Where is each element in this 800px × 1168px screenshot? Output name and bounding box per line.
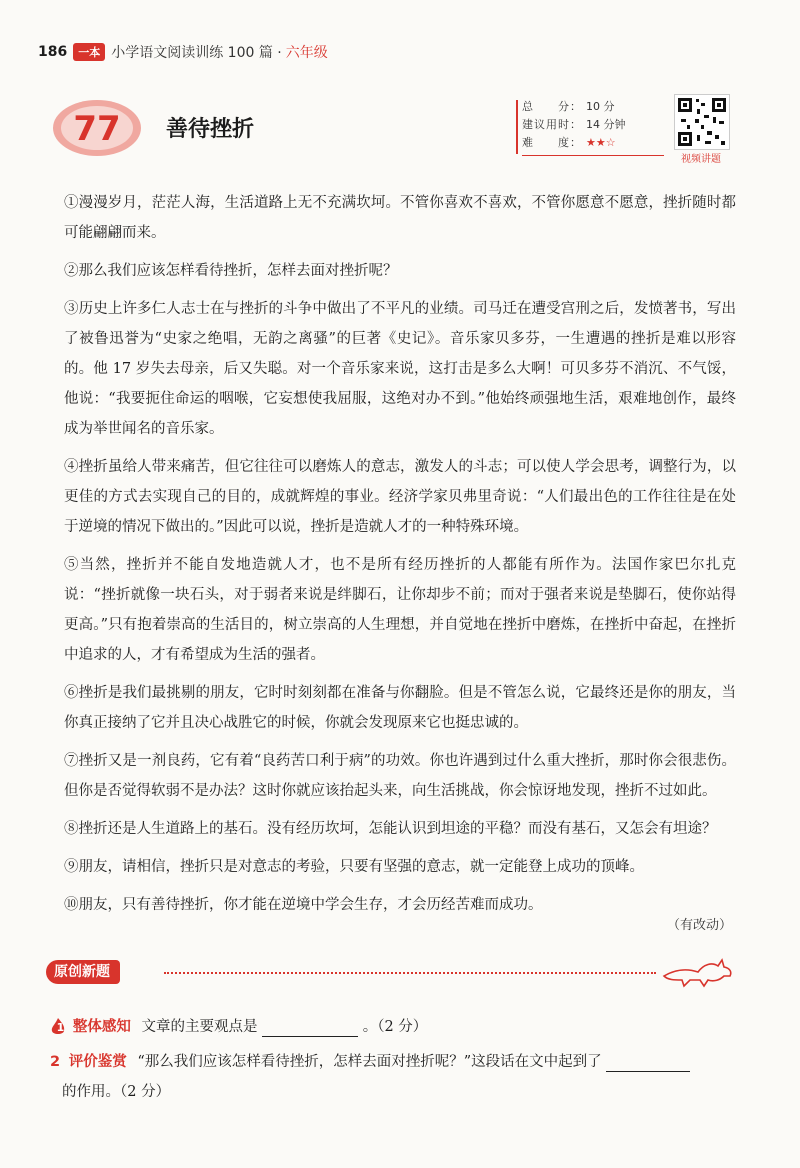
score-label: 总 分： <box>522 100 582 113</box>
paragraph: ⑦挫折又是一剂良药，它有着“良药苦口利于病”的功效。你也许遇到过什么重大挫折，那时你会很悲伤。但你是否觉得软弱不是办法？这时你就应该抬起头来，向生活挑战，你会惊讶地发现，挫折不过如此。 <box>64 753 736 799</box>
meta-difficulty-row <box>522 134 670 152</box>
paragraph: ③历史上许多仁人志士在与挫折的斗争中做出了不平凡的业绩。司马迁在遭受宫刑之后，发愤著书，写出了被鲁迅誉为“史家之绝唱，无韵之离骚”的巨著《史记》。音乐家贝多芬，一生遭遇的挫折是难以形容的。他 17 岁失去母亲，后又失聪。对一个音乐家来说，这打击是多么大啊！可贝多芬不消沉、不气馁，他说：“我要扼住命运的咽喉，它妄想使我屈服，这绝对办不到。”他始终顽强地生活，艰难地创作，最终成为举世闻名的音乐家。 <box>64 301 736 437</box>
dotted-divider <box>164 972 656 974</box>
paragraph: ②那么我们应该怎样看待挫折，怎样去面对挫折呢？ <box>64 263 398 279</box>
question-number: 1 <box>56 1021 65 1034</box>
question-text: “那么我们应该怎样看待挫折，怎样去面对挫折呢？”这段话在文中起到了 <box>137 1054 602 1070</box>
time-label: 建议用时： <box>522 118 582 131</box>
video-label[interactable]: 视频讲题 <box>681 154 721 165</box>
lesson-meta <box>522 98 670 158</box>
source-note: （有改动） <box>666 918 732 933</box>
paragraph: ⑧挫折还是人生道路上的基石。没有经历坎坷，怎能认识到坦途的平稳？而没有基石，又怎会有坦途？ <box>64 821 717 837</box>
question-text: 文章的主要观点是 <box>141 1019 258 1035</box>
difficulty-stars: ★★☆ <box>586 136 616 149</box>
cat-icon <box>660 954 736 990</box>
lesson-number-badge <box>52 96 142 160</box>
question-type: 整体感知 <box>72 1019 131 1035</box>
book-title: 小学语文阅读训练 100 篇 · <box>111 45 282 61</box>
section-header <box>46 956 736 990</box>
time-value: 14 分钟 <box>586 118 626 131</box>
question-list <box>50 1012 740 1111</box>
meta-time-row <box>522 116 670 134</box>
section-title: 原创新题 <box>46 960 120 984</box>
question-item <box>50 1047 740 1107</box>
meta-underline <box>522 155 664 156</box>
article-body <box>64 188 736 928</box>
paragraph: ⑩朋友，只有善待挫折，你才能在逆境中学会生存，才会历经苦难而成功。 <box>64 897 543 913</box>
qr-code-icon[interactable] <box>674 94 730 150</box>
brand-logo: 一本 <box>73 43 105 61</box>
lesson-title: 善待挫折 <box>166 117 255 142</box>
page-header <box>38 40 760 64</box>
lesson-number: 77 <box>73 109 121 149</box>
paragraph: ①漫漫岁月，茫茫人海，生活道路上无不充满坎坷。不管你喜欢不喜欢，不管你愿意不愿意，挫折随时都可能翩翩而来。 <box>64 195 736 241</box>
question-type: 评价鉴赏 <box>68 1054 127 1070</box>
question-item <box>50 1012 740 1043</box>
meta-divider <box>516 100 518 154</box>
grade-label: 六年级 <box>285 45 328 61</box>
question-score: 。（2 分） <box>362 1019 428 1035</box>
paragraph: ④挫折虽给人带来痛苦，但它往往可以磨炼人的意志，激发人的斗志；可以使人学会思考，调整行为，以更佳的方式去实现自己的目的，成就辉煌的事业。经济学家贝弗里奇说：“人们最出色的工作往往是在处于逆境的情况下做出的。”因此可以说，挫折是造就人才的一种特殊环境。 <box>64 459 736 535</box>
answer-blank[interactable] <box>262 1018 358 1037</box>
paragraph: ⑨朋友，请相信，挫折只是对意志的考验，只要有坚强的意志，就一定能登上成功的顶峰。 <box>64 859 644 875</box>
meta-score-row <box>522 98 670 116</box>
paragraph: ⑥挫折是我们最挑剔的朋友，它时时刻刻都在准备与你翻脸。但是不管怎么说，它最终还是你的朋友，当你真正接纳了它并且决心战胜它的时候，你就会发现原来它也挺忠诚的。 <box>64 685 736 731</box>
score-value: 10 分 <box>586 100 615 113</box>
page-number: 186 <box>38 44 68 60</box>
question-number: 2 <box>50 1054 61 1070</box>
difficulty-label: 难 度： <box>522 136 582 149</box>
question-continuation: 的作用。（2 分） <box>62 1084 171 1100</box>
paragraph: ⑤当然，挫折并不能自发地造就人才，也不是所有经历挫折的人都能有所作为。法国作家巴尔扎克说：“挫折就像一块石头，对于弱者来说是绊脚石，让你却步不前；而对于强者来说是垫脚石，使你站得更高。”只有抱着崇高的生活目的，树立崇高的人生理想，并自觉地在挫折中磨炼，在挫折中奋起，在挫折中追求的人，才有希望成为生活的强者。 <box>64 557 736 663</box>
answer-blank[interactable] <box>606 1053 690 1072</box>
